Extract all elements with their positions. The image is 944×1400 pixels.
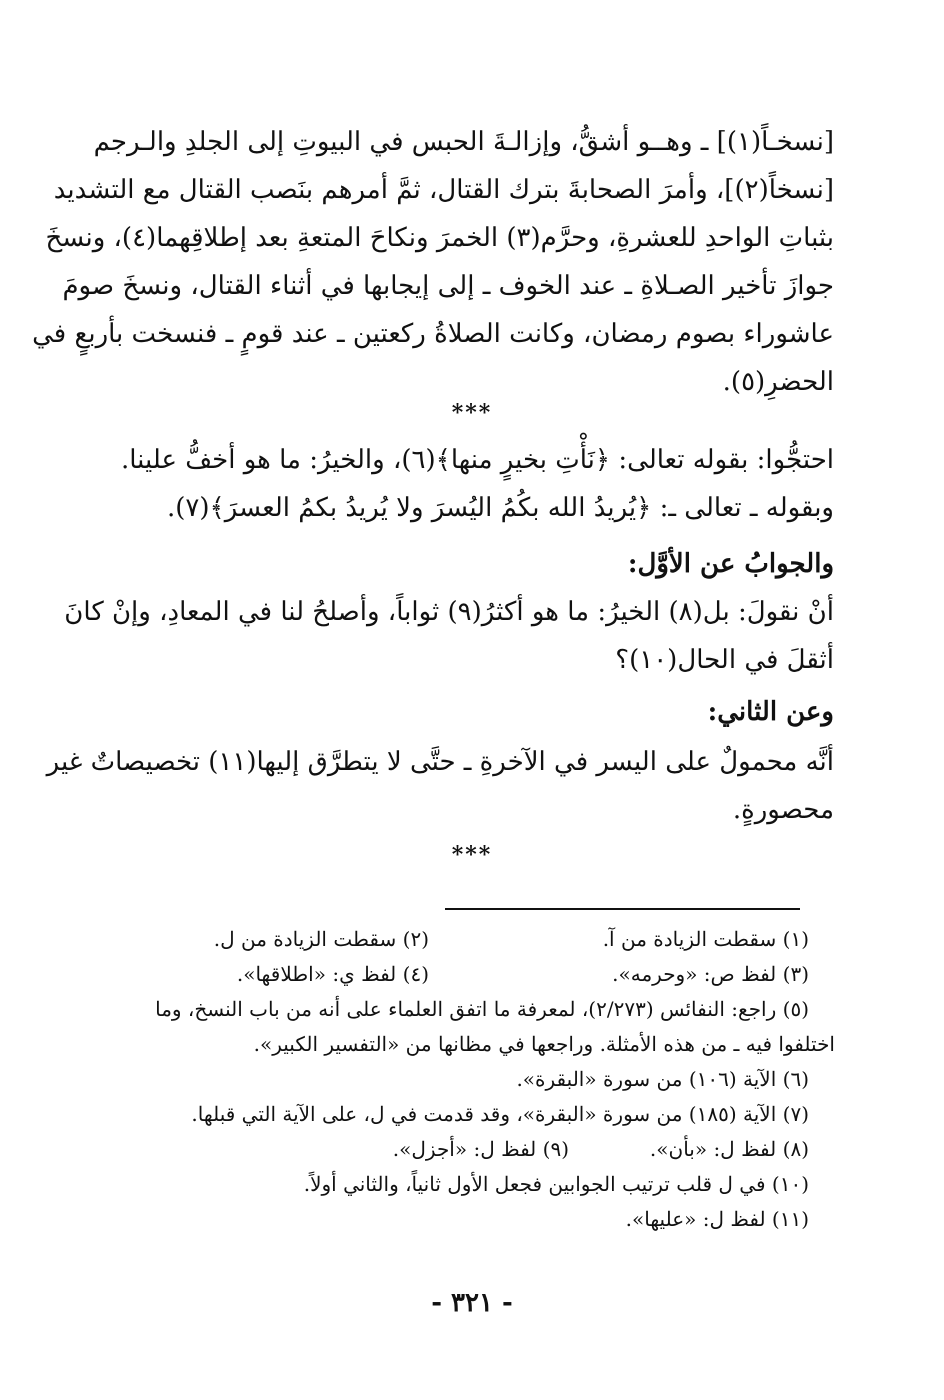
paragraph-argument (108, 436, 834, 532)
footnote-11: (١١) لفظ ل: «عليها». (625, 1207, 809, 1231)
footnote-row (109, 957, 809, 992)
paragraph-answer-second (46, 738, 834, 834)
page-number: - ٣٢١ - (431, 1288, 513, 1318)
text-line: أنْ نقولَ: بل(٨) الخيرُ: ما هو أكثرُ(٩) ثواباً، وأصلحُ لنا في المعادِ، وإنْ كانَ (64, 597, 834, 627)
footnote-3: (٣) لفظ ص: «وحرمه». (612, 962, 809, 986)
text-line: [نسخاً(٢)]، وأمرَ الصحابةَ بترك القتال، ثمَّ أمرهم بنَصب القتال مع التشديد (53, 175, 834, 205)
footnote-1: (١) سقطت الزيادة من آ. (602, 927, 809, 951)
text-line: محصورةٍ. (732, 795, 834, 825)
heading-answer-second: وعن الثاني: (707, 697, 834, 727)
footnote-row (109, 922, 809, 957)
footnote-8: (٨) لفظ ل: «بأن». (649, 1137, 809, 1161)
text-line: أثقلَ في الحال(١٠)؟ (615, 645, 834, 675)
text-line: الحضرِ(٥). (722, 367, 834, 397)
section-separator: *** (451, 842, 493, 868)
footnote-divider (445, 908, 800, 910)
footnote-5-line-2: اختلفوا فيه ـ من هذه الأمثلة. وراجعها في مظانها من «التفسير الكبير». (253, 1032, 835, 1056)
footnote-7: (٧) الآية (١٨٥) من سورة «البقرة»، وقد قدمت في ل، على الآية التي قبلها. (191, 1102, 809, 1126)
text-line: بثباتِ الواحدِ للعشرةِ، وحرَّم(٣) الخمرَ ونكاحَ المتعةِ بعد إطلاقِهما(٤)، ونسخَ (45, 223, 834, 253)
text-line: وبقوله ـ تعالى ـ: ﴿يُريدُ الله بكُمُ اليُسرَ ولا يُريدُ بكمُ العسرَ﴾(٧). (166, 493, 834, 523)
text-line: عاشوراء بصوم رمضان، وكانت الصلاةُ ركعتين ـ عند قومٍ ـ فنسخت بأربعٍ في (32, 319, 834, 349)
footnote-4: (٤) لفظ ي: «اطلاقها». (236, 962, 429, 986)
footnote-10: (١٠) في ل قلب ترتيب الجوابين فجعل الأول ثانياً، والثاني أولاً. (303, 1172, 809, 1196)
paragraph-answer-first (64, 588, 834, 684)
footnote-row (109, 1132, 809, 1167)
paragraph-abrogation-examples (32, 118, 834, 406)
section-separator: *** (451, 400, 493, 426)
footnote-9: (٩) لفظ ل: «أجزل». (392, 1137, 569, 1161)
text-line: جوازَ تأخير الصـلاةِ ـ عند الخوف ـ إلى إيجابها في أثناء القتال، ونسخَ صومَ (62, 271, 834, 301)
footnote-6: (٦) الآية (١٠٦) من سورة «البقرة». (516, 1067, 809, 1091)
text-line: احتجُّوا: بقوله تعالى: ﴿نَأْتِ بخيرٍ منها﴾(٦)، والخيرُ: ما هو أخفُّ علينا. (120, 445, 834, 475)
text-line: [نسخـاً(١)] ـ وهــو أشقُّ، وإزالـةَ الحبس في البيوتِ إلى الجلدِ والـرجم (93, 127, 834, 157)
heading-answer-first: والجوابُ عن الأوَّل: (627, 549, 834, 579)
footnotes (109, 922, 835, 1237)
footnote-2: (٢) سقطت الزيادة من ل. (213, 927, 429, 951)
footnote-5-line-1: (٥) راجع: النفائس (٢/٢٧٣)، لمعرفة ما اتفق العلماء على أنه من باب النسخ، وما (155, 997, 809, 1021)
text-line: أنَّه محمولٌ على اليسر في الآخرةِ ـ حتَّى لا يتطرَّق إليها(١١) تخصيصاتٌ غير (46, 747, 834, 777)
